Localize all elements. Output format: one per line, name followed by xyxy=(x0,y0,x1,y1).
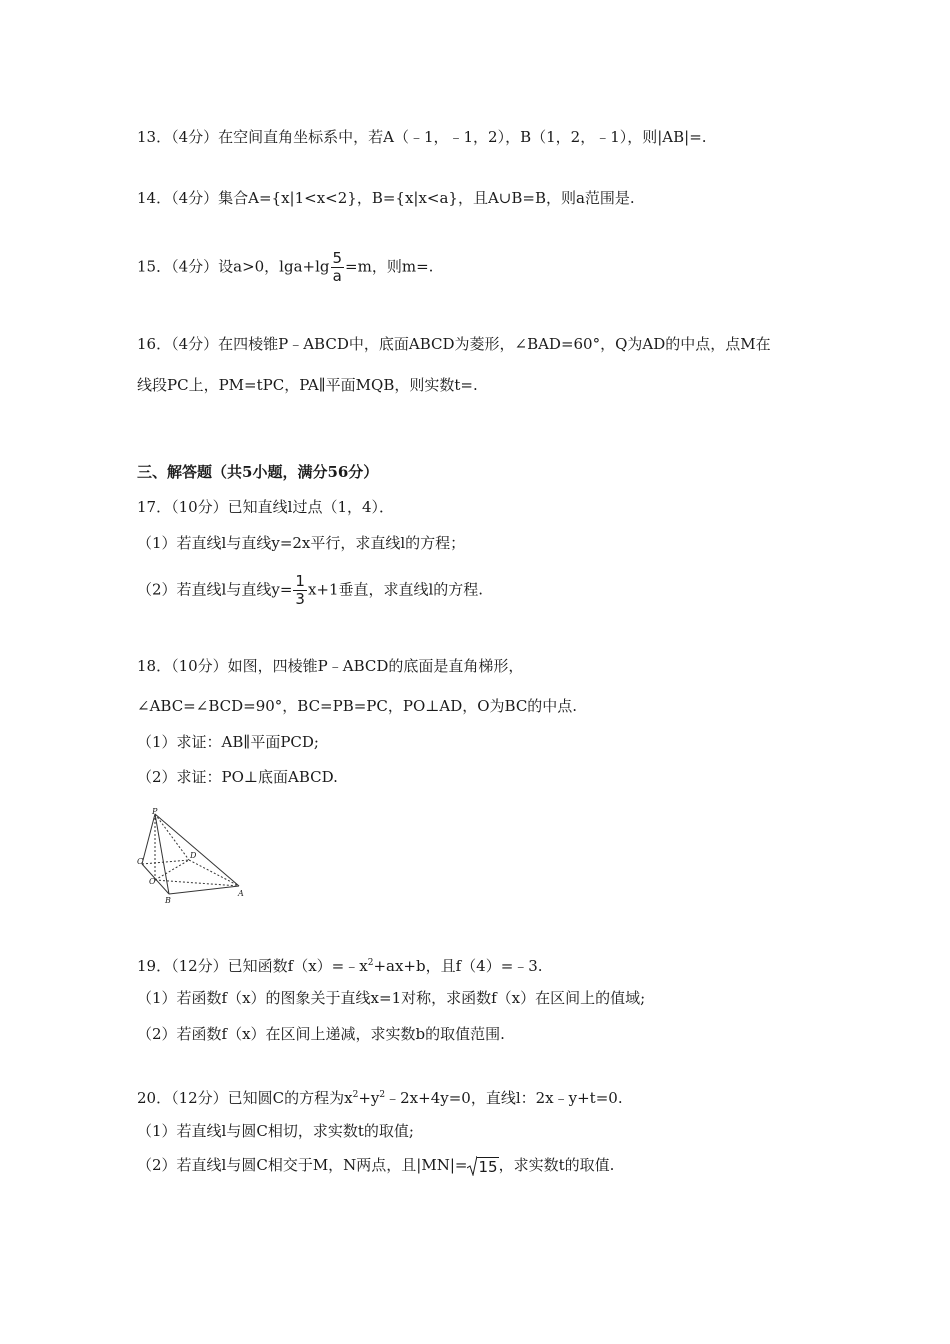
pyramid-diagram xyxy=(137,808,247,906)
question-14: 14．（4分）集合A={x|1<x<2}，B={x|x<a}，且A∪B=B，则a范围是. xyxy=(137,189,635,207)
question-20-part-2-prefix: （2）若直线l与圆C相交于M，N两点，且|MN|= xyxy=(137,1156,468,1174)
question-19-stem-b: +ax+b，且f（4）=﹣3. xyxy=(373,957,543,975)
edge-ba xyxy=(169,886,239,894)
fraction-1-over-3 xyxy=(293,573,307,608)
label-b: B xyxy=(165,896,171,905)
label-o: O xyxy=(149,877,156,886)
exponent: 2 xyxy=(352,1090,359,1100)
label-c: C xyxy=(137,857,144,866)
question-20-part-2 xyxy=(137,1155,614,1176)
square-root xyxy=(467,1156,498,1176)
question-19-stem-a: 19．（12分）已知函数f（x）=﹣x xyxy=(137,957,368,975)
question-17-stem: 17．（10分）已知直线l过点（1，4）． xyxy=(137,498,395,516)
edge-pb xyxy=(155,814,169,894)
label-d: D xyxy=(190,851,197,860)
question-17-part-1: （1）若直线l与直线y=2x平行，求直线l的方程； xyxy=(137,534,466,552)
question-20-stem-a: 20．（12分）已知圆C的方程为x xyxy=(137,1089,353,1107)
question-17-part-2 xyxy=(137,573,483,608)
question-15-prefix: 15．（4分）设a>0，lga+lg xyxy=(137,257,330,276)
label-p: P xyxy=(152,808,158,816)
question-18-part-1: （1）求证：AB∥平面PCD; xyxy=(137,733,319,751)
question-20-stem-b: +y xyxy=(358,1089,380,1107)
question-15-suffix: =m，则m=. xyxy=(345,257,434,276)
question-18-condition: ∠ABC=∠BCD=90°，BC=PB=PC，PO⊥AD，O为BC的中点. xyxy=(137,697,578,715)
fraction-numerator: 1 xyxy=(295,572,305,590)
question-16-line-2: 线段PC上，PM=tPC，PA∥平面MQB，则实数t=. xyxy=(137,376,478,394)
edge-pd xyxy=(155,814,189,860)
edge-pa xyxy=(155,814,239,886)
fraction-5-over-a xyxy=(331,250,345,285)
edge-cd xyxy=(142,860,189,864)
exponent: 2 xyxy=(367,958,374,968)
radicand: 15 xyxy=(478,1158,498,1176)
question-19-part-1: （1）若函数f（x）的图象关于直线x=1对称，求函数f（x）在区间上的值域; xyxy=(137,989,646,1007)
fraction-denominator: a xyxy=(332,267,342,285)
question-19-stem xyxy=(137,953,543,976)
fraction-denominator: 3 xyxy=(295,590,305,608)
radical-sign-icon xyxy=(467,1156,477,1176)
question-19-part-2: （2）若函数f（x）在区间上递减，求实数b的取值范围. xyxy=(137,1025,505,1043)
question-18-part-2: （2）求证：PO⊥底面ABCD. xyxy=(137,768,338,786)
question-17-part-2-prefix: （2）若直线l与直线y= xyxy=(137,580,293,599)
question-20-part-1: （1）若直线l与圆C相切，求实数t的取值; xyxy=(137,1122,414,1140)
label-a: A xyxy=(238,889,244,898)
question-20-stem-c: ﹣2x+4y=0，直线l：2x﹣y+t=0. xyxy=(385,1089,623,1107)
fraction-numerator: 5 xyxy=(332,249,343,267)
question-18-stem: 18．（10分）如图，四棱锥P﹣ABCD的底面是直角梯形， xyxy=(137,657,524,675)
question-13: 13．（4分）在空间直角坐标系中，若A（﹣1，﹣1，2），B（1，2，﹣1），则|AB|=. xyxy=(137,128,707,146)
section-heading: 三、解答题（共5小题，满分56分） xyxy=(137,463,379,481)
question-20-part-2-suffix: ，求实数t的取值. xyxy=(498,1156,615,1174)
edge-pc xyxy=(142,814,155,864)
question-20-stem xyxy=(137,1085,623,1108)
exponent: 2 xyxy=(379,1090,386,1100)
edge-od xyxy=(155,860,189,880)
pyramid-figure xyxy=(137,808,247,906)
edge-da xyxy=(189,860,239,886)
question-16-line-1: 16．（4分）在四棱锥P﹣ABCD中，底面ABCD为菱形，∠BAD=60°，Q为AD的中点，点M在 xyxy=(137,335,771,353)
question-17-part-2-suffix: x+1垂直，求直线l的方程. xyxy=(307,580,484,599)
question-15 xyxy=(137,250,433,285)
